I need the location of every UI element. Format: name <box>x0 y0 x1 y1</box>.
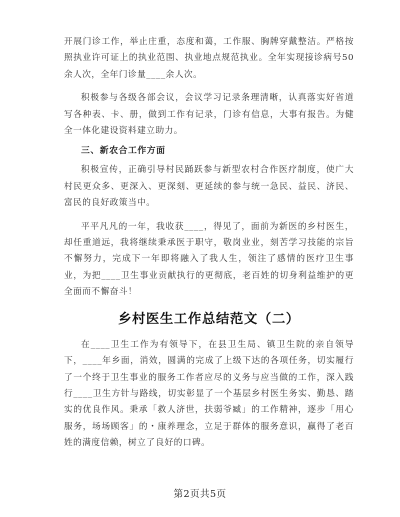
section-heading-ncms: 三、新农合工作方面 <box>81 146 166 157</box>
paragraph-outpatient: 开展门诊工作，举止庄重，态度和蔼，工作服、胸牌穿戴整洁。严格按照执业许可证上的执业范围、执业地点规范执业。全年实现接诊病号50余人次，全年门诊量____余人次。 <box>64 37 354 80</box>
paragraph-ncms-promotion: 积极宣传，正确引导村民踊跃参与新型农村合作医疗制度，使广大村民更众多、更深入、更深刻、更延续的参与统一急民、益民、济民、富民的良好政策当中。 <box>64 165 354 209</box>
paragraph-meetings: 积极参与各级各部会议，会议学习记录条理清晰，认真落实好省道写各种表、卡、册，做到工作有记录，门诊有信息，大事有报告。为健全一体化建设资料建立助力。 <box>64 93 354 137</box>
paragraph-gap <box>64 83 354 90</box>
paragraph-year-summary: 平平凡凡的一年，我收获____，得见了，面前为新医的乡村医生，却任重道远，我将继续秉承医于职守，敬岗业业，刻苦学习技能的宗旨不懈努力，完成下一年即将融入了我人生，领注了感情的医疗卫生事业，为把____卫生事业贡献执行的更彻底，老百姓的切身利益维护的更全面而不懈奋斗！ <box>64 221 354 298</box>
paragraph-article2-intro: 在____卫生工作为有领导下，在县卫生局、镇卫生院的亲自领导下，____年乡面，消效，圆满的完成了上级下达的各项任务，切实履行了一个终于卫生事业的服务工作者应尽的义务与应当做的工作，深入践行____卫生方针与路线，切实彰显了一个基层乡村医生务实、勤恳、踏实的优良作风。秉承「救人济世，扶弱爷臧」的工作精神，逐步「用心服务，场场顾客」的・康养理念，立足于群体的服务意识，赢得了老百姓的满度信赖，树立了良好的口碑。 <box>64 339 354 449</box>
article-title: 乡村医生工作总结范文（二） <box>118 311 300 327</box>
page-number-footer: 第2页共5页 <box>173 489 227 500</box>
paragraph-gap <box>64 212 354 219</box>
